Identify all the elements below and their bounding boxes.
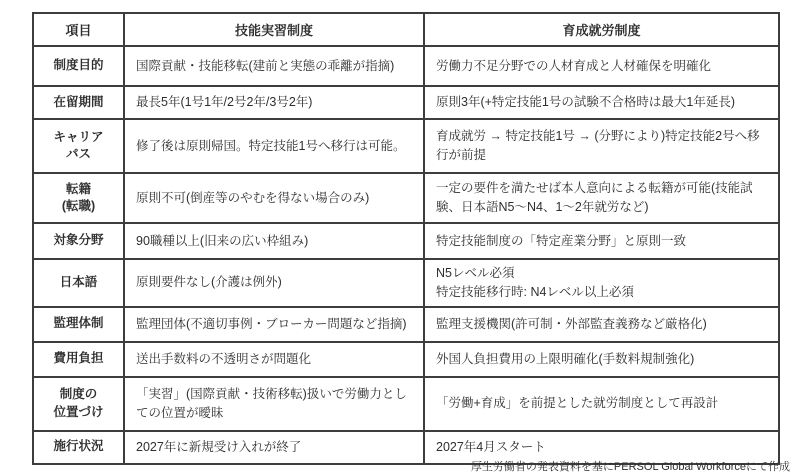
table-row xyxy=(33,342,779,377)
table-row xyxy=(33,377,779,431)
header-ginou-jisshu: 技能実習制度 xyxy=(124,13,424,46)
ginou-jisshu-cell: 国際貢献・技能移転(建前と実態の乖離が指摘) xyxy=(124,46,424,86)
row-label: 在留期間 xyxy=(33,86,124,119)
ginou-jisshu-cell: 送出手数料の不透明さが問題化 xyxy=(124,342,424,377)
ginou-jisshu-cell: 原則要件なし(介護は例外) xyxy=(124,259,424,307)
ikusei-shuro-cell: 2027年4月スタート xyxy=(424,431,779,464)
header-row xyxy=(33,13,779,46)
ginou-jisshu-cell: 最長5年(1号1年/2号2年/3号2年) xyxy=(124,86,424,119)
row-label: 制度目的 xyxy=(33,46,124,86)
table-row xyxy=(33,119,779,173)
ginou-jisshu-cell: 90職種以上(旧来の広い枠組み) xyxy=(124,223,424,259)
header-item: 項目 xyxy=(33,13,124,46)
row-label: キャリア パス xyxy=(33,119,124,173)
ginou-jisshu-cell: 修了後は原則帰国。特定技能1号へ移行は可能。 xyxy=(124,119,424,173)
ginou-jisshu-cell: 監理団体(不適切事例・ブローカー問題など指摘) xyxy=(124,307,424,342)
row-label: 施行状況 xyxy=(33,431,124,464)
row-label: 制度の 位置づけ xyxy=(33,377,124,431)
row-label: 日本語 xyxy=(33,259,124,307)
row-label: 転籍 (転職) xyxy=(33,173,124,223)
ikusei-shuro-cell: 「労働+育成」を前提とした就労制度として再設計 xyxy=(424,377,779,431)
ikusei-shuro-cell: 特定技能制度の「特定産業分野」と原則一致 xyxy=(424,223,779,259)
table-row xyxy=(33,307,779,342)
row-label: 対象分野 xyxy=(33,223,124,259)
ikusei-shuro-cell: N5レベル必須 特定技能移行時: N4レベル以上必須 xyxy=(424,259,779,307)
row-label: 費用負担 xyxy=(33,342,124,377)
ikusei-shuro-cell: 育成就労 → 特定技能1号 → (分野により)特定技能2号へ移行が前提 xyxy=(424,119,779,173)
table-row xyxy=(33,259,779,307)
ikusei-shuro-cell: 労働力不足分野での人材育成と人材確保を明確化 xyxy=(424,46,779,86)
ikusei-shuro-cell: 一定の要件を満たせば本人意向による転籍が可能(技能試験、日本語N5〜N4、1〜2年就労など) xyxy=(424,173,779,223)
ginou-jisshu-cell: 「実習」(国際貢献・技術移転)扱いで労働力としての位置が曖昧 xyxy=(124,377,424,431)
table-row xyxy=(33,223,779,259)
ikusei-shuro-cell: 原則3年(+特定技能1号の試験不合格時は最大1年延長) xyxy=(424,86,779,119)
row-label: 監理体制 xyxy=(33,307,124,342)
table-row xyxy=(33,86,779,119)
table-row xyxy=(33,173,779,223)
ikusei-shuro-cell: 外国人負担費用の上限明確化(手数料規制強化) xyxy=(424,342,779,377)
ikusei-shuro-cell: 監理支援機関(許可制・外部監査義務など厳格化) xyxy=(424,307,779,342)
source-attribution: 厚生労働省の発表資料を基にPERSOL Global Workforceにて作成 xyxy=(470,461,790,473)
ginou-jisshu-cell: 原則不可(倒産等のやむを得ない場合のみ) xyxy=(124,173,424,223)
table-row xyxy=(33,46,779,86)
comparison-table xyxy=(32,12,780,465)
header-ikusei-shuro: 育成就労制度 xyxy=(424,13,779,46)
ginou-jisshu-cell: 2027年に新規受け入れが終了 xyxy=(124,431,424,464)
